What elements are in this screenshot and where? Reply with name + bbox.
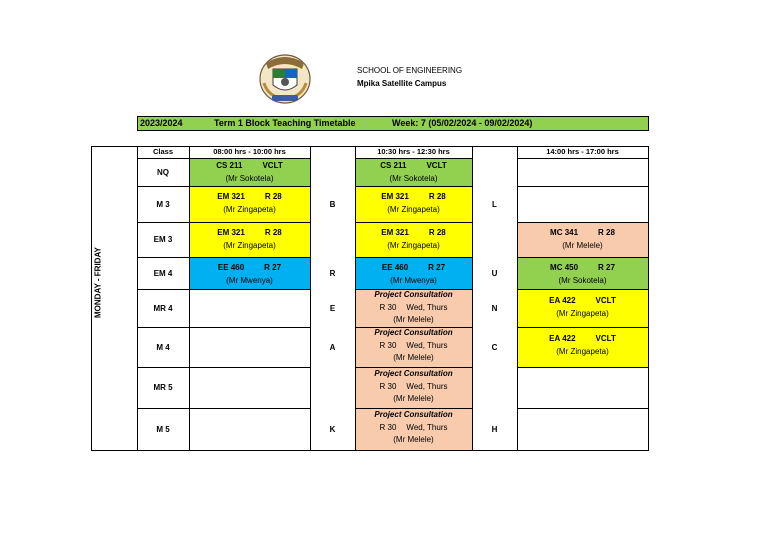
entry-em3-slot1: EM 321 R 28 (Mr Zingapeta) xyxy=(189,222,310,257)
class-label: EM 4 xyxy=(153,268,173,278)
entry-m3-slot2: EM 321 R 28 (Mr Zingapeta) xyxy=(355,186,472,222)
break-letter: E xyxy=(329,303,336,313)
lunch-letter: H xyxy=(491,424,498,434)
break-letter: K xyxy=(329,424,336,434)
project-consultation-m4: Project Consultation R 30 Wed, Thurs (Mr Melele) xyxy=(355,327,472,367)
timetable-title: Term 1 Block Teaching Timetable xyxy=(214,118,356,128)
entry-em4-slot3: MC 450 R 27 (Mr Sokotela) xyxy=(517,257,648,289)
break-letter: B xyxy=(329,199,336,209)
break-letter: R xyxy=(329,268,336,278)
entry-em3-slot2: EM 321 R 28 (Mr Zingapeta) xyxy=(355,222,472,257)
class-label: NQ xyxy=(157,167,169,177)
break-letter: A xyxy=(329,342,336,352)
header-slot1: 08:00 hrs - 10:00 hrs xyxy=(213,147,286,156)
class-label: M 3 xyxy=(156,199,170,209)
lunch-letter: N xyxy=(491,303,498,313)
entry-m4-slot3: EA 422 VCLT (Mr Zingapeta) xyxy=(517,327,648,367)
day-range-label: MONDAY - FRIDAY xyxy=(93,247,103,318)
week-label: Week: 7 (05/02/2024 - 09/02/2024) xyxy=(392,118,533,128)
header-slot3: 14:00 hrs - 17:00 hrs xyxy=(546,147,619,156)
header-slot2: 10:30 hrs - 12:30 hrs xyxy=(377,147,450,156)
school-crest-logo xyxy=(258,53,312,105)
header-class: Class xyxy=(152,147,173,156)
project-consultation-mr4: Project Consultation R 30 Wed, Thurs (Mr Melele) xyxy=(355,289,472,327)
entry-nq-slot2: CS 211 VCLT (Mr Sokotela) xyxy=(355,158,472,186)
entry-nq-slot1: CS 211 VCLT (Mr Sokotela) xyxy=(189,158,310,186)
academic-year: 2023/2024 xyxy=(140,118,183,128)
entry-em4-slot1: EE 460 R 27 (Mr Mwenya) xyxy=(189,257,310,289)
entry-m3-slot1: EM 321 R 28 (Mr Zingapeta) xyxy=(189,186,310,222)
entry-em4-slot2: EE 460 R 27 (Mr Mwenya) xyxy=(355,257,472,289)
entry-em3-slot3: MC 341 R 28 (Mr Melele) xyxy=(517,222,648,257)
lunch-letter: U xyxy=(491,268,498,278)
project-consultation-m5: Project Consultation R 30 Wed, Thurs (Mr Melele) xyxy=(355,408,472,450)
lunch-letter: C xyxy=(491,342,498,352)
class-label: MR 5 xyxy=(153,383,173,392)
class-label: M 5 xyxy=(156,424,170,434)
school-name: SCHOOL OF ENGINEERING xyxy=(357,66,463,75)
class-label: EM 3 xyxy=(153,235,173,244)
project-consultation-mr5: Project Consultation R 30 Wed, Thurs (Mr Melele) xyxy=(355,367,472,408)
campus-name: Mpika Satellite Campus xyxy=(357,79,447,88)
class-label: MR 4 xyxy=(153,303,173,313)
lunch-letter: L xyxy=(492,199,497,209)
entry-mr4-slot3: EA 422 VCLT (Mr Zingapeta) xyxy=(517,289,648,327)
timetable-title-bar xyxy=(137,116,649,131)
class-label: M 4 xyxy=(156,342,170,352)
